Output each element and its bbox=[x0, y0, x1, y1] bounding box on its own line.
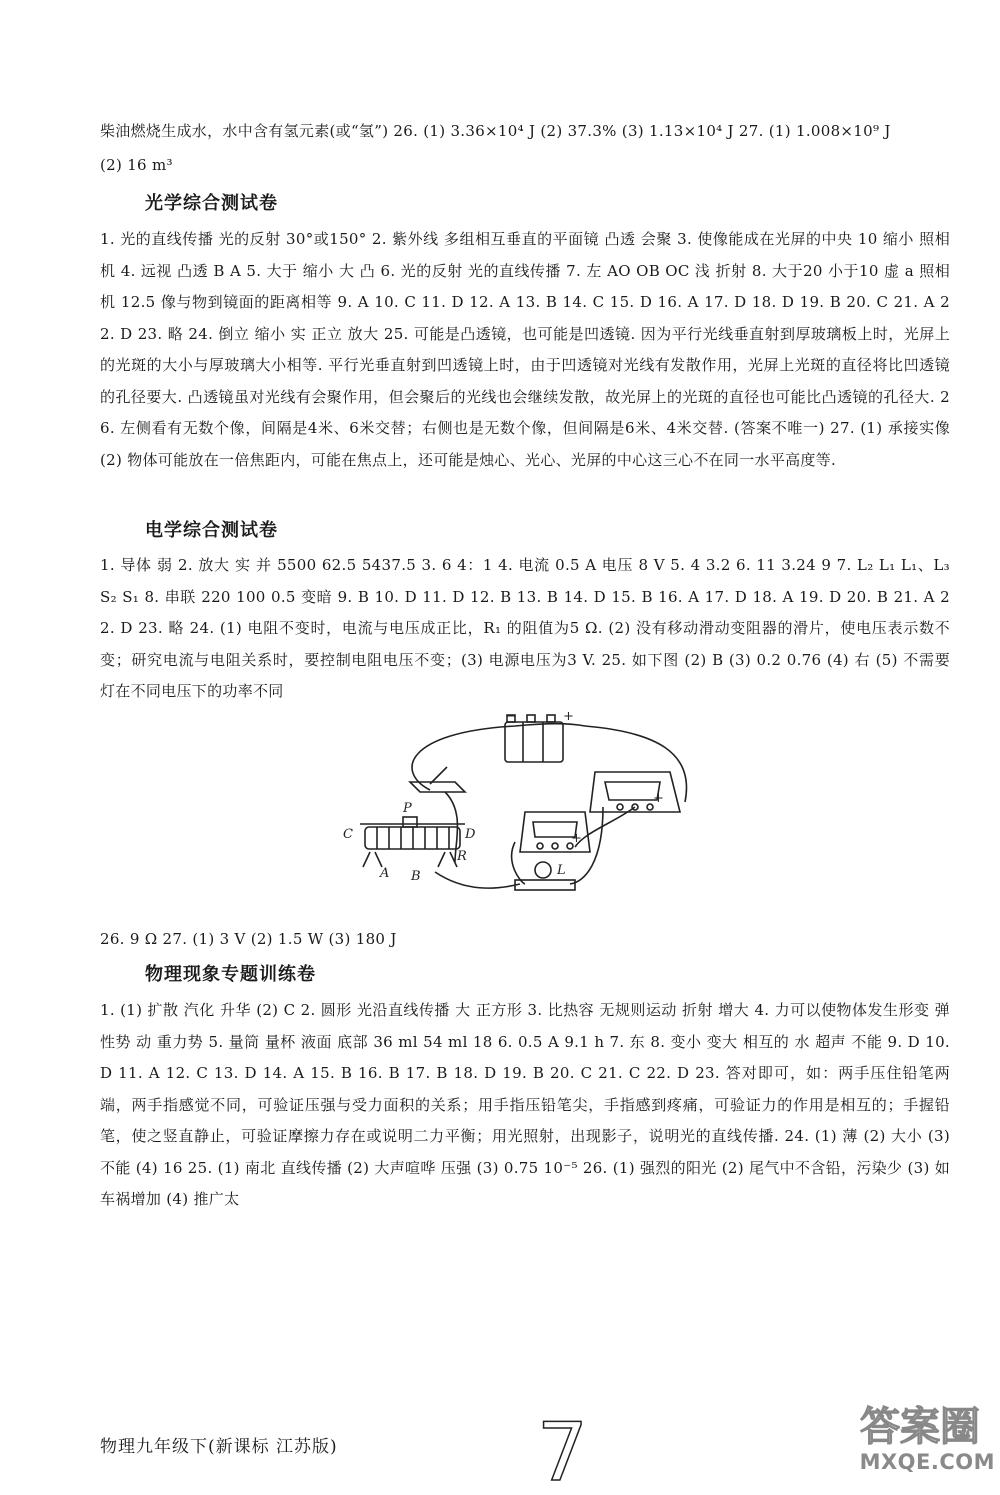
circuit-diagram bbox=[335, 712, 695, 897]
page-number-handwritten bbox=[532, 1410, 592, 1495]
top-continuation-line-2: (2) 16 m³ bbox=[100, 156, 173, 174]
wire-rheostat-lamp bbox=[435, 872, 520, 888]
section-title-electric: 电学综合测试卷 bbox=[145, 520, 278, 541]
wire-switch-battery bbox=[412, 724, 585, 790]
battery-pack bbox=[505, 722, 563, 762]
rheostat-slider bbox=[403, 817, 417, 827]
wire-voltmeter-lamp bbox=[512, 842, 525, 884]
ammeter-body bbox=[590, 772, 680, 812]
section-title-physics: 物理现象专题训练卷 bbox=[145, 964, 316, 985]
physics-answers: 1. (1) 扩散 汽化 升华 (2) C 2. 圆形 光沿直线传播 大 正方形 3. 比热容 无规则运动 折射 增大 4. 力可以使物体发生形变 弹性势 动 重力势 5. 量筒 量杯 液面 底部 36 ml 54 ml 18 6. 0.5 A 9.1 h 7. 东 8. 变小 变大 相互的 水 超声 不能 9. D 10. D 11. A 12. C 13. D 14. A 15. B 16. B 17. B 18. D 19. B 20. C 21. C 22. D 23. 答对即可，如：两手压住铅笔两端，两手指感觉不同，可验证压强与受力面积的关系；用手指压铅笔尖，手指感到疼痛，可验证力的作用是相互的；手握铅笔，使之竖直静止，可验证摩擦力存在或说明二力平衡；用光照射，出现影子，说明光的直线传播. 24. (1) 薄 (2) 大小 (3) 不能 (4) 16 25. (1) 南北 直线传播 (2) 大声喧哗 压强 (3) 0.75 10⁻⁵ 26. (1) 强烈的阳光 (2) 尾气中不含铅，污染少 (3) 如车祸增加 (4) 推广太 bbox=[100, 1001, 950, 1208]
lamp-base bbox=[515, 880, 575, 890]
watermark-site: MXQE.COM bbox=[859, 1450, 995, 1474]
electric-answers: 1. 导体 弱 2. 放大 实 并 5500 62.5 5437.5 3. 6 4：1 4. 电流 0.5 A 电压 8 V 5. 4 3.2 6. 11 3.24 9 7. L₂ L₁ L₁、L₃ S₂ S₁ 8. 串联 220 100 0.5 变暗 9. B 10. D 11. D 12. B 13. B 14. D 15. B 16. A 17. D 18. A 19. D 20. B 21. A 22. D 23. 略 24. (1) 电阻不变时，电流与电压成正比，R₁ 的阻值为5 Ω. (2) 没有移动滑动变阻器的滑片，使电压表示数不变；研究电流与电阻关系时，要控制电阻电压不变；(3) 电源电压为3 V. 25. 如下图 (2) B (3) 0.2 0.76 (4) 右 (5) 不需要 灯在不同电压下的功率不同 bbox=[100, 556, 950, 700]
label-c: C bbox=[343, 827, 353, 842]
electric-answers-after-figure: 26. 9 Ω 27. (1) 3 V (2) 1.5 W (3) 180 J bbox=[100, 930, 397, 948]
label-p: P bbox=[403, 801, 412, 816]
label-r: R bbox=[457, 849, 467, 864]
top-continuation-line: 柴油燃烧生成水，水中含有氢元素(或“氢”) 26. (1) 3.36×10⁴ J (2) 37.3% (3) 1.13×10⁴ J 27. (1) 1.008×10⁹ J bbox=[100, 122, 891, 140]
label-a: A bbox=[380, 866, 390, 881]
section-title-optics: 光学综合测试卷 bbox=[145, 193, 278, 214]
label-b: B bbox=[411, 869, 421, 884]
svg-text:答案圈: 答案圈 bbox=[860, 1404, 980, 1450]
label-minus: − bbox=[505, 712, 516, 724]
wire-ammeter-voltmeter bbox=[575, 807, 635, 847]
watermark-logo bbox=[820, 1392, 995, 1452]
label-plus-battery: + bbox=[563, 712, 574, 724]
wire-battery-ammeter bbox=[585, 726, 687, 802]
svg-text:7: 7 bbox=[537, 1410, 588, 1495]
label-plus-voltmeter: + bbox=[571, 831, 582, 846]
label-d: D bbox=[465, 827, 476, 842]
label-l: L bbox=[557, 863, 566, 878]
switch-base bbox=[410, 782, 465, 792]
lamp-bulb bbox=[535, 862, 551, 878]
optics-answers: 1. 光的直线传播 光的反射 30°或150° 2. 紫外线 多组相互垂直的平面镜 凸透 会聚 3. 使像能成在光屏的中央 10 缩小 照相机 4. 远视 凸透 B A 5. 大于 缩小 大 凸 6. 光的反射 光的直线传播 7. 左 AO OB OC 浅 折射 8. 大于20 小于10 虚 a 照相机 12.5 像与物到镜面的距离相等 9. A 10. C 11. D 12. A 13. B 14. C 15. D 16. A 17. D 18. D 19. B 20. C 21. A 22. D 23. 略 24. 倒立 缩小 实 正立 放大 25. 可能是凸透镜，也可能是凹透镜. 因为平行光线垂直射到厚玻璃板上时，光屏上的光斑的大小与厚玻璃大小相等. 平行光垂直射到凹透镜上时，由于凹透镜对光线有发散作用，光屏上光斑的直径将比凹透镜的孔径要大. 凸透镜虽对光线有会聚作用，但会聚后的光线也会继续发散，故光屏上的光斑的直径也可能比凸透镜的孔径大. 26. 左侧看有无数个像，间隔是4米、6米交替；右侧也是无数个像，但间隔是6米、4米交替. (答案不唯一) 27. (1) 承接实像 (2) 物体可能放在一倍焦距内，可能在焦点上，还可能是烛心、光心、光屏的中心这三心不在同一水平高度等. bbox=[100, 230, 950, 469]
watermark bbox=[820, 1392, 995, 1492]
book-title-footer: 物理九年级下(新课标 江苏版) bbox=[100, 1437, 338, 1457]
label-plus-ammeter: + bbox=[653, 791, 664, 806]
